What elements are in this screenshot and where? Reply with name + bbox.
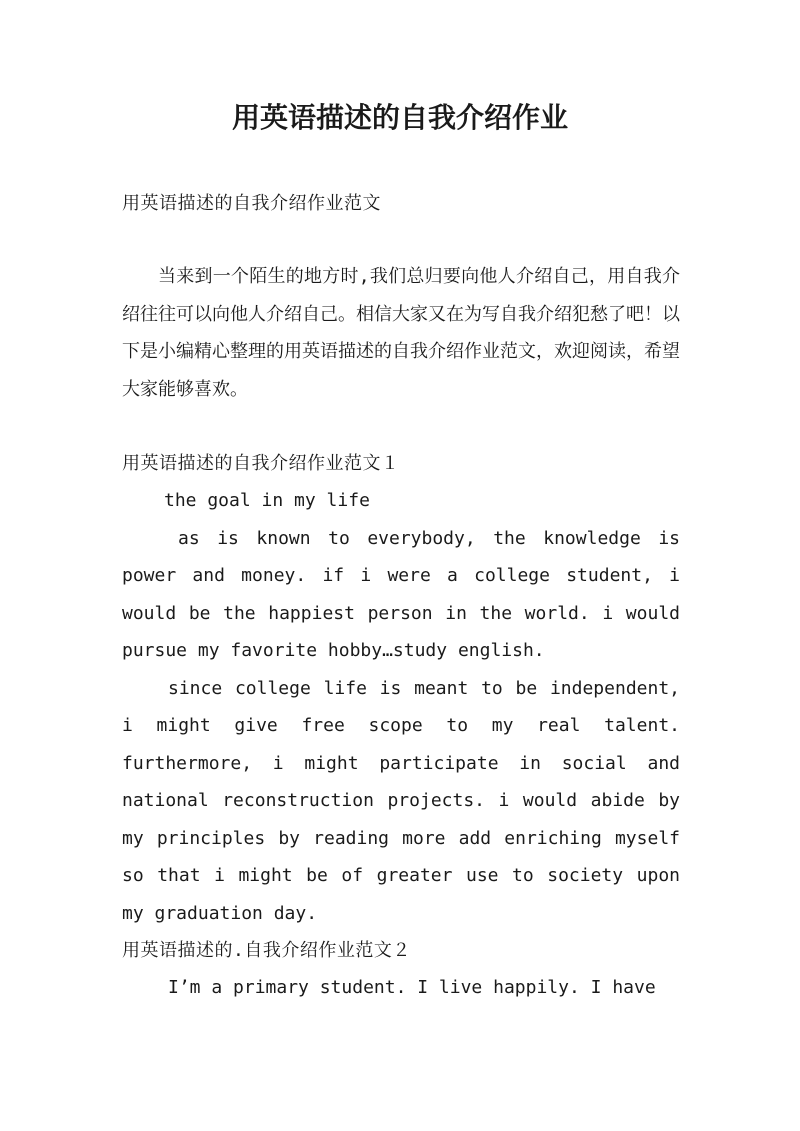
essay-paragraph: I’m a primary student. I live happily. I have <box>168 977 656 998</box>
essay-title-1: the goal in my life <box>164 490 370 511</box>
essay-paragraph: as is known to everybody, the knowledge is power and money. if i were a college student, i would be the happiest person in the world. i would pursue my favorite hobby…study english. <box>122 527 680 661</box>
spacer <box>122 408 680 445</box>
intro-paragraph: 当来到一个陌生的地方时,我们总归要向他人介绍自己，用自我介绍往往可以向他人介绍自己。相信大家又在为写自我介绍犯愁了吧！以下是小编精心整理的用英语描述的自我介绍作业范文，欢迎阅读，希望大家能够喜欢。 <box>122 266 680 400</box>
essay-paragraph: since college life is meant to be independent, i might give free scope to my real talent. furthermore, i might participate in social and national reconstruction projects. i would abide by my principles by reading more add enriching myself so that i might be of greater use to society upon my graduation day. <box>122 677 680 924</box>
document-body <box>122 185 680 1007</box>
spacer <box>122 222 680 258</box>
section-heading-1: 用英语描述的自我介绍作业范文１ <box>122 453 400 474</box>
section-heading-2: 用英语描述的.自我介绍作业范文２ <box>122 940 411 961</box>
subtitle: 用英语描述的自我介绍作业范文 <box>122 193 381 214</box>
document-title: 用英语描述的自我介绍作业 <box>231 101 568 134</box>
